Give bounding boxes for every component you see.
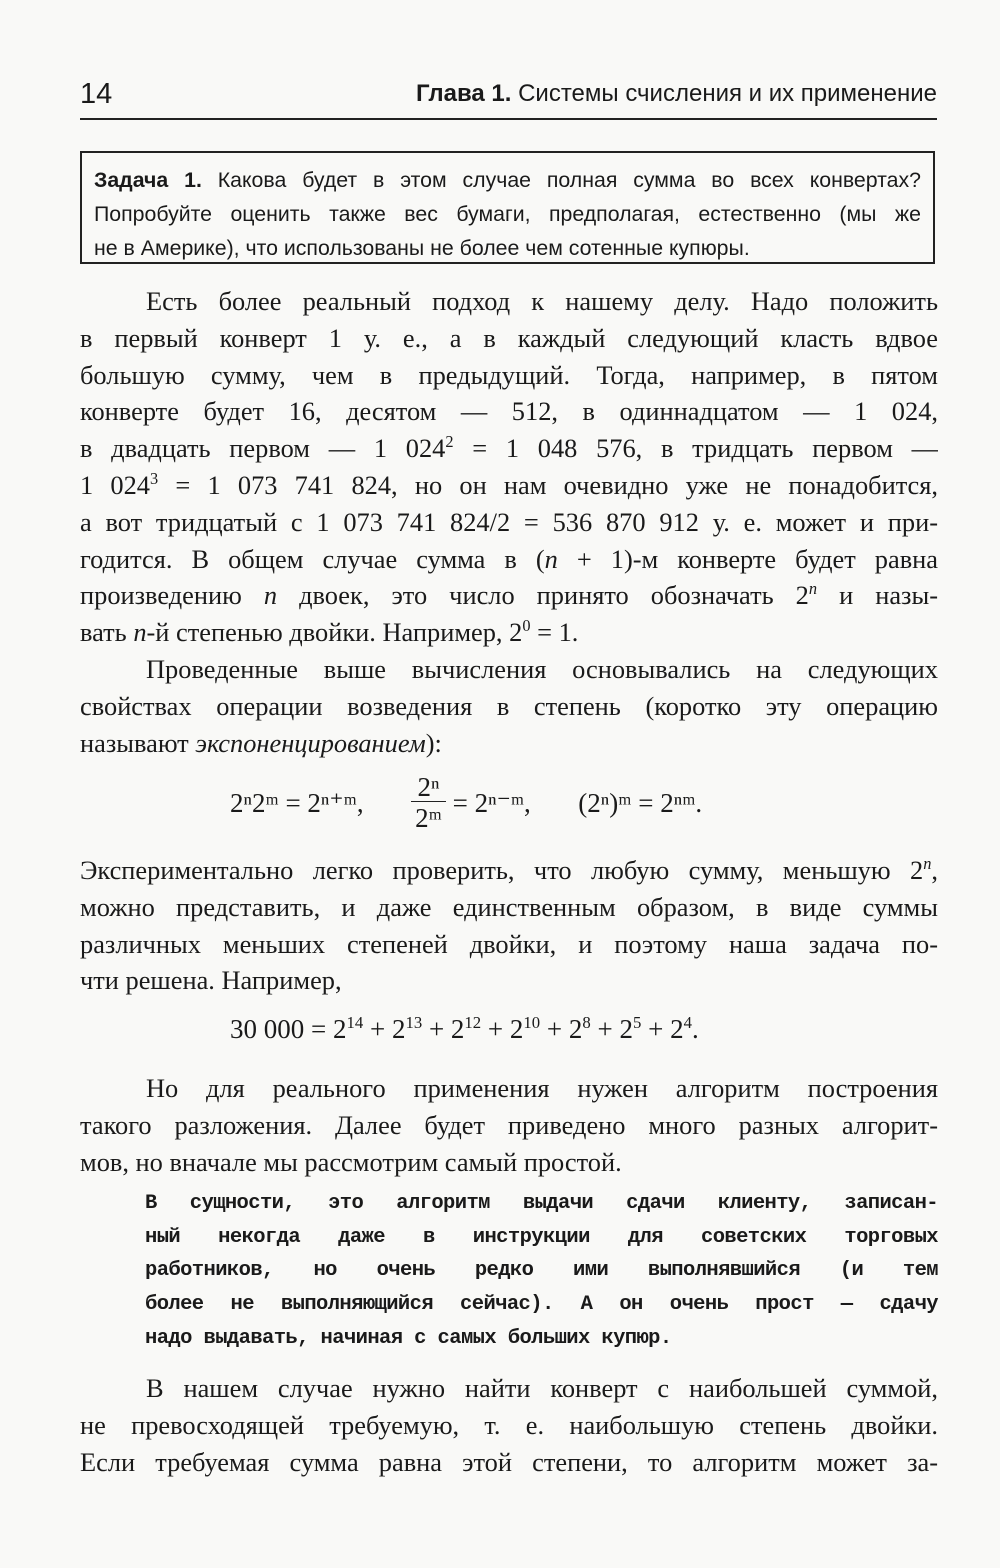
text-line: произведению n двоек, это число принято обозначать 2$^n$ и назы- [80,579,938,611]
text-line: большую сумму, чем в предыдущий. Тогда, например, в пятом [80,359,938,390]
task-label: Задача 1. [94,168,202,192]
text-line: такого разложения. Далее будет приведено много разных алгорит- [80,1109,938,1140]
paragraph-1 [80,283,938,651]
paragraph-5 [80,1370,938,1480]
text-line: мов, но вначале мы рассмотрим самый простой. [80,1146,622,1177]
running-head [416,80,937,108]
text-line: Есть более реальный подход к нашему делу. Надо положить [146,286,938,316]
paragraph-3 [80,852,938,999]
decomposition-formula: 30 $000 = 2^{14} + 2^{13} + 2^{12} + 2^{10} + 2^8 + 2^5 + 2^4$. [230,1013,699,1044]
aside-line: работников, но очень редко ими выполнявшийся (и тем [145,1259,938,1283]
fraction-denominator: 2ᵐ [415,803,442,833]
text-line: можно представить, и даже единственным образом, в виде суммы [80,891,938,922]
text-line: конверте будет 16, десятом — 512, в одиннадцатом — 1 024, [80,396,938,427]
task-line-3: не в Америке), что использованы не более чем сотенные купюры. [94,236,750,260]
rule-product: 2ⁿ2ᵐ = 2ⁿ⁺ᵐ, [230,788,364,818]
text-line: Проведенные выше вычисления основывались на следующих [146,654,938,684]
paragraph-2 [80,651,938,761]
fraction-numerator: 2ⁿ [411,773,446,802]
text-line: различных меньших степеней двойки, и поэтому наша задача по- [80,928,938,959]
aside-line: надо выдавать, начиная с самых больших купюр. [145,1326,672,1350]
text-line: в двадцать первом — 1 $024^2 = 1$ 048 576, в тридцать первом — [80,432,938,464]
text-line: в первый конверт 1 у. е., а в каждый следующий класть вдвое [80,322,938,353]
page-header [80,74,937,120]
task-text-1: Какова будет в этом случае полная сумма во всех конвертах? [217,168,922,192]
paragraph-4 [80,1070,938,1180]
aside-note [145,1187,938,1355]
chapter-label: Глава 1. [415,80,512,107]
task-box [80,151,935,264]
text-line: не превосходящей требуемую, т. е. наибольшую степень двойки. [80,1409,938,1440]
text-line: а вот тридцатый с 1 073 741 824/2 = 536 870 912 у. е. может и при- [80,506,938,537]
task-line-2: Попробуйте оценить также вес бумаги, предполагая, естественно (мы же [94,202,921,226]
aside-line: более не выполняющийся сейчас). А он очень прост — сдачу [145,1293,938,1317]
text-line: называют экспоненцированием): [80,727,442,758]
chapter-title: Системы счисления и их применение [518,80,937,107]
text-line: Экспериментально легко проверить, что любую сумму, меньшую 2$^n$, [80,854,938,885]
rule-quotient: = 2ⁿ⁻ᵐ, [452,788,531,818]
text-line: свойствах операции возведения в степень (коротко эту операцию [80,690,938,721]
text-line: Если требуемая сумма равна этой степени, то алгоритм может за- [80,1446,938,1477]
page-number: 14 [80,78,113,110]
text-line: годится. В общем случае сумма в (n + 1)-м конверте будет равна [80,543,938,574]
aside-line: ный некогда даже в инструкции для советских торговых [145,1225,938,1249]
fraction [411,773,446,834]
task-line-1 [94,163,921,197]
aside-line: В сущности, это алгоритм выдачи сдачи клиенту, записан- [145,1192,938,1215]
text-line: В нашем случае нужно найти конверт с наибольшей суммой, [146,1373,938,1403]
text-line: 1 $024^3 = 1$ 073 741 824, но он нам очевидно уже не понадобится, [80,469,938,500]
text-line: Но для реального применения нужен алгоритм построения [146,1073,938,1103]
text-line: чти решена. Например, [80,965,342,996]
rule-power: (2ⁿ)ᵐ = 2ⁿᵐ. [578,788,703,818]
exponent-rules-formula [0,773,1000,834]
text-line: вать n-й степенью двойки. Например, $2^0 = 1$. [80,616,579,648]
